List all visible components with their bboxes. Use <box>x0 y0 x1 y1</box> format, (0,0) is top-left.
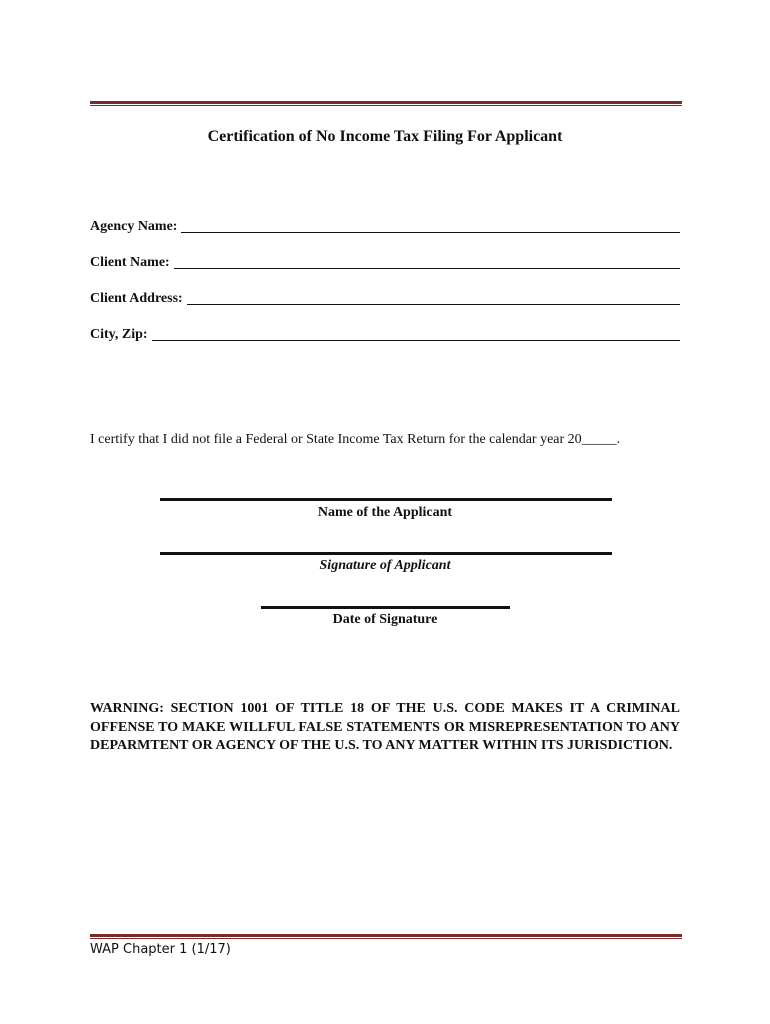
signature-line[interactable] <box>160 552 612 555</box>
agency-name-field[interactable] <box>90 218 680 235</box>
agency-name-label: Agency Name: <box>90 219 178 234</box>
client-name-label: Client Name: <box>90 255 170 270</box>
client-name-blank[interactable] <box>174 254 680 269</box>
certification-statement: I certify that I did not file a Federal or State Income Tax Return for the calendar year 20_____. <box>90 432 621 447</box>
city-zip-label: City, Zip: <box>90 327 148 342</box>
legal-warning: WARNING: SECTION 1001 OF TITLE 18 OF THE U.S. CODE MAKES IT A CRIMINAL OFFENSE TO MAKE WILLFUL FALSE STATEMENTS OR MISREPRESENTATION TO ANY DEPARMTENT OR AGENCY OF THE U.S. TO ANY MATTER WITHIN ITS JURISDICTION. <box>90 701 680 753</box>
top-divider <box>90 101 682 106</box>
city-zip-field[interactable] <box>90 326 680 343</box>
signature-label: Signature of Applicant <box>319 558 451 573</box>
agency-name-blank[interactable] <box>181 218 680 233</box>
applicant-name-label: Name of the Applicant <box>317 505 453 520</box>
bottom-divider <box>90 934 682 939</box>
client-address-blank[interactable] <box>187 290 680 305</box>
date-signature-line[interactable] <box>261 606 510 609</box>
client-name-field[interactable] <box>90 254 680 271</box>
page-footer: WAP Chapter 1 (1/17) <box>90 942 231 957</box>
client-address-field[interactable] <box>90 290 680 307</box>
city-zip-blank[interactable] <box>152 326 680 341</box>
date-signature-label: Date of Signature <box>332 612 438 627</box>
client-address-label: Client Address: <box>90 291 183 306</box>
document-title: Certification of No Income Tax Filing For Applicant <box>207 128 563 145</box>
applicant-name-line[interactable] <box>160 498 612 501</box>
